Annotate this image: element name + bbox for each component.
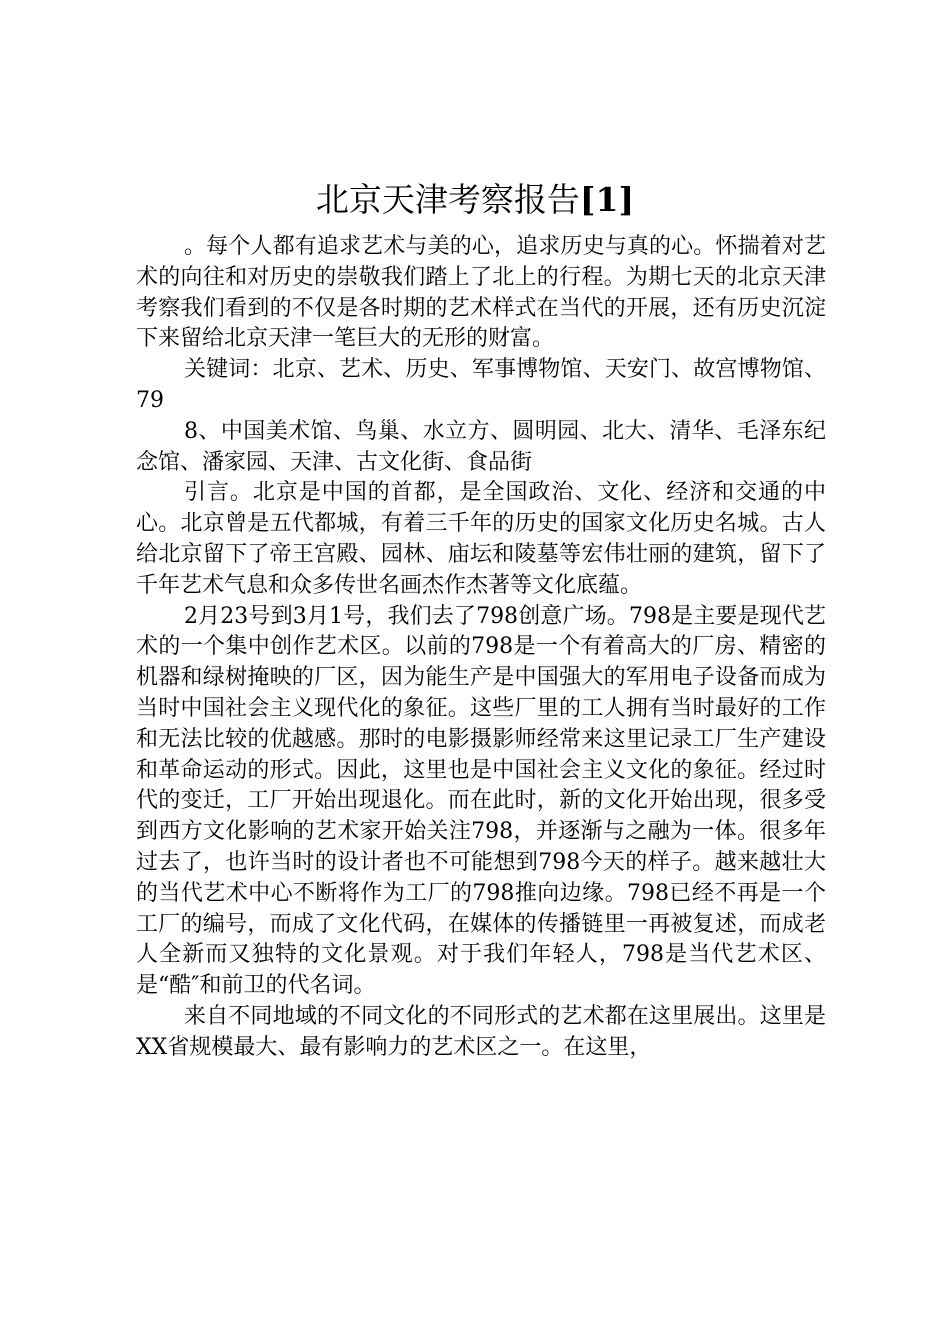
paragraph-art-district: 来自不同地域的不同文化的不同形式的艺术都在这里展出。这里是XX省规模最大、最有影响力的艺术区之一。在这里，: [136, 1003, 826, 1060]
paragraph-798: 2月23号到3月1号，我们去了798创意广场。798是主要是现代艺术的一个集中创作艺术区。以前的798是一个有着高大的厂房、精密的机器和绿树掩映的厂区，因为能生产是中国强大的军用电子设备而成为当时中国社会主义现代化的象征。这些厂里的工人拥有当时最好的工作和无法比较的优越感。那时的电影摄影师经常来这里记录工厂生产建设和革命运动的形式。因此，这里也是中国社会主义文化的象征。经过时代的变迁，工厂开始出现退化。而在此时，新的文化开始出现，很多受到西方文化影响的艺术家开始关注798，并逐渐与之融为一体。很多年过去了，也许当时的设计者也不可能想到798今天的样子。越来越壮大的当代艺术中心不断将作为工厂的798推向边缘。798已经不再是一个工厂的编号，而成了文化代码，在媒体的传播链里一再被复述，而成老人全新而又独特的文化景观。对于我们年轻人，798是当代艺术区、是“酷″和前卫的代名词。: [136, 603, 826, 999]
document-title: [0, 178, 950, 222]
title-text: 北京天津考察报告: [315, 180, 580, 219]
title-reference: [1]: [579, 180, 635, 219]
paragraph-intro: 。每个人都有追求艺术与美的心，追求历史与真的心。怀揣着对艺术的向往和对历史的崇敬我们踏上了北上的行程。为期七天的北京天津考察我们看到的不仅是各时期的艺术样式在当代的开展，还有历史沉淀下来留给北京天津一笔巨大的无形的财富。: [136, 234, 826, 352]
paragraph-preface: 引言。北京是中国的首都，是全国政治、文化、经济和交通的中心。北京曾是五代都城，有着三千年的历史的国家文化历史名城。古人给北京留下了帝王宫殿、园林、庙坛和陵墓等宏伟壮丽的建筑，留下了千年艺术气息和众多传世名画杰作杰著等文化底蕴。: [136, 480, 826, 598]
document-body: [136, 232, 826, 1064]
paragraph-keywords: 关键词：北京、艺术、历史、军事博物馆、天安门、故宫博物馆、79: [136, 357, 826, 413]
paragraph-keywords-continued: 8、中国美术馆、鸟巢、水立方、圆明园、北大、清华、毛泽东纪念馆、潘家园、天津、古文化街、食品街: [136, 418, 826, 475]
